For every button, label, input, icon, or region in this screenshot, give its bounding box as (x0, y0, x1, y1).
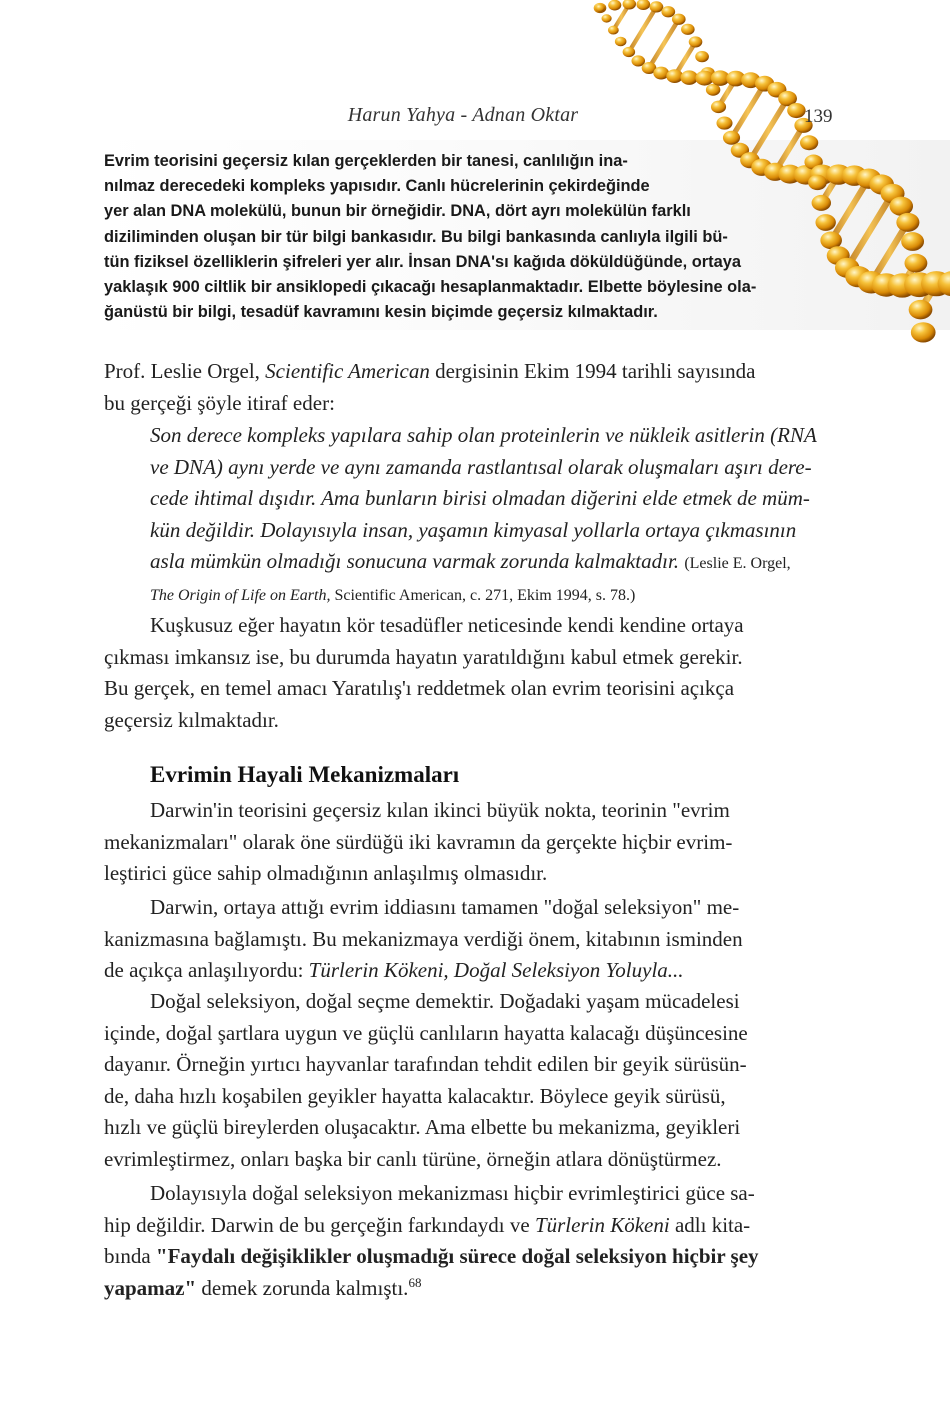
dna-bead (602, 14, 612, 22)
quote-line: kün değildir. Dolayısıyla insan, yaşamın kimyasal yollarla ortaya çıkmasının (150, 517, 797, 542)
dna-bead (695, 51, 709, 62)
paragraph-line: leştirici güce sahip olmadığının anlaşılmış olmasıdır. (104, 861, 548, 885)
book-title: Türlerin Kökeni (534, 1212, 670, 1237)
section-heading: Evrimin Hayali Mekanizmaları (150, 762, 460, 787)
dna-bead (623, 47, 636, 57)
page-number: 139 (804, 106, 833, 127)
paragraph-line: Kuşkusuz eğer hayatın kör tesadüfler neticesinde kendi kendine ortaya (150, 613, 744, 637)
dna-rung (649, 19, 679, 68)
dna-bead (680, 70, 698, 84)
paragraph-line: Bu gerçek, en temel amacı Yaratılış'ı reddetmek olan evrim teorisini açıkça (104, 676, 735, 700)
section-paragraph-2 (104, 892, 834, 987)
paragraph-line: de, daha hızlı koşabilen geyikler hayatta kalacaktır. Böylece geyik sürüsü, (104, 1083, 726, 1108)
quote-line: Son derece kompleks yapılara sahip olan proteinlerin ve nükleik asitlerin (RNA (150, 423, 817, 447)
section-paragraph-3 (104, 986, 834, 1175)
dna-bead (595, 4, 605, 12)
paragraph-line: içinde, doğal şartlara uygun ve güçlü canlıların hayatta kalacağı düşüncesine (104, 1020, 748, 1045)
paragraph-line: geçersiz kılmaktadır. (104, 707, 279, 732)
quote-line: cede ihtimal dışıdır. Ama bunların birisi olmadan diğerini elde etmek de müm- (150, 486, 810, 510)
paragraph-line: mekanizmaları" olarak öne sürdüğü iki kavramın da gerçekte hiçbir evrim- (104, 829, 733, 854)
paragraph-line: çıkması imkansız ise, bu durumda hayatın yaratıldığını kabul etmek gerekir. (104, 644, 743, 669)
dna-bead (904, 254, 927, 273)
dna-bead (615, 37, 627, 46)
intro-paragraph (104, 356, 834, 419)
quote-line: ve DNA) aynı yerde ve aynı zamanda rastlantısal olarak oluşmaları aşırı dere- (150, 454, 812, 479)
summary-line: nılmaz derecedeki kompleks yapısıdır. Canlı hücrelerinin çekirdeğinde (104, 177, 650, 196)
summary-line: ğanüstü bir bilgi, tesadüf kavramını kesin biçimde geçersiz kılmaktadır. (104, 303, 658, 322)
dna-bead (909, 300, 933, 319)
footnote-marker: 68 (408, 1274, 422, 1290)
dna-bead (901, 232, 924, 251)
paragraph-line: bında "Faydalı değişiklikler oluşmadığı sürece doğal seleksiyon hiçbir şey (104, 1244, 759, 1268)
quote-line: asla mümkün olmadığı sonucuna varmak zorunda kalmaktadır. (Leslie E. Orgel, (150, 549, 791, 573)
citation-title: The Origin of Life on Earth, (150, 586, 331, 604)
dna-bead (608, 0, 621, 11)
dna-bead (689, 36, 703, 47)
dna-bead (672, 14, 686, 25)
running-head: Harun Yahya - Adnan Oktar (347, 104, 579, 126)
dna-bead (896, 213, 919, 232)
dna-bead (636, 0, 650, 10)
paragraph-line: evrimleştirmez, onları başka bir canlı türüne, örneğin atlara dönüştürmez. (104, 1146, 722, 1171)
citation: (Leslie E. Orgel, (684, 555, 791, 572)
summary-line: Evrim teorisini geçersiz kılan gerçeklerden bir tanesi, canlılığın ina- (104, 152, 628, 170)
summary-line: tün fiziksel özelliklerin şifreleri yer alır. İnsan DNA'sı kağıda döküldüğünde, ortaya (104, 252, 741, 271)
paragraph-line: hip değildir. Darwin de bu gerçeğin farkındaydı ve Türlerin Kökeni adlı kita- (104, 1212, 751, 1237)
paragraph-line: Dolayısıyla doğal seleksiyon mekanizması hiçbir evrimleştirici güce sa- (150, 1181, 755, 1205)
book-title: Türlerin Kökeni, Doğal Seleksiyon Yoluyla... (308, 958, 684, 982)
block-quote (150, 420, 834, 611)
section-paragraph-1 (104, 795, 834, 890)
paragraph-line: Darwin'in teorisini geçersiz kılan ikinci büyük nokta, teorinin "evrim (150, 798, 730, 822)
intro-line: bu gerçeği şöyle itiraf eder: (104, 390, 335, 415)
paragraph-line: Darwin, ortaya attığı evrim iddiasını tamamen "doğal seleksiyon" me- (150, 895, 740, 919)
paragraph-line: kanizmasına bağlamıştı. Bu mekanizmaya verdiği önem, kitabının isminden (104, 926, 743, 951)
dna-bead (890, 197, 914, 216)
dna-bead (661, 6, 675, 17)
paragraph-line: yapamaz" demek zorunda kalmıştı.$^{68}$ (104, 1274, 422, 1300)
summary-box (104, 149, 840, 325)
dna-bead (706, 84, 720, 96)
paragraph-line: dayanır. Örneğin yırtıcı hayvanlar tarafından tehdit edilen bir geyik sürüsün- (104, 1052, 747, 1076)
dna-bead (681, 24, 695, 35)
magazine-title: Scientific American (265, 359, 430, 383)
summary-line: diziliminden oluşan bir tür bilgi bankasıdır. Bu bilgi bankasında canlıyla ilgili bü- (104, 227, 728, 246)
dna-rung (629, 7, 657, 52)
dna-bead (608, 26, 619, 35)
summary-line: yer alan DNA molekülü, bunun bir örneğidir. DNA, dört ayrı molekülün farklı (104, 202, 691, 221)
section-paragraph-4 (104, 1178, 834, 1304)
dna-bead (800, 135, 818, 150)
paragraph (104, 610, 834, 736)
dna-bead (666, 69, 683, 83)
paragraph-line: Doğal seleksiyon, doğal seçme demektir. Doğadaki yaşam mücadelesi (150, 989, 740, 1013)
paragraph-line: hızlı ve güçlü bireylerden oluşacaktır. Ama elbette bu mekanizma, geyikleri (104, 1115, 741, 1139)
intro-line: Prof. Leslie Orgel, Scientific American dergisinin Ekim 1994 tarihli sayısında (104, 359, 756, 383)
dna-bead (723, 131, 740, 145)
citation-line: The Origin of Life on Earth, Scientific American, c. 271, Ekim 1994, s. 78.) (150, 586, 636, 604)
quoted-statement: "Faydalı değişiklikler oluşmadığı sürece doğal seleksiyon hiçbir şey (155, 1244, 759, 1268)
summary-line: yaklaşık 900 ciltlik bir ansiklopedi çıkacağı hesaplanmaktadır. Elbette böylesine ola- (104, 278, 757, 297)
dna-bead (650, 1, 664, 12)
quoted-statement: yapamaz" (104, 1275, 197, 1300)
paragraph-line: de açıkça anlaşılıyordu: Türlerin Kökeni, Doğal Seleksiyon Yoluyla... (104, 958, 684, 982)
dna-bead (911, 322, 936, 342)
